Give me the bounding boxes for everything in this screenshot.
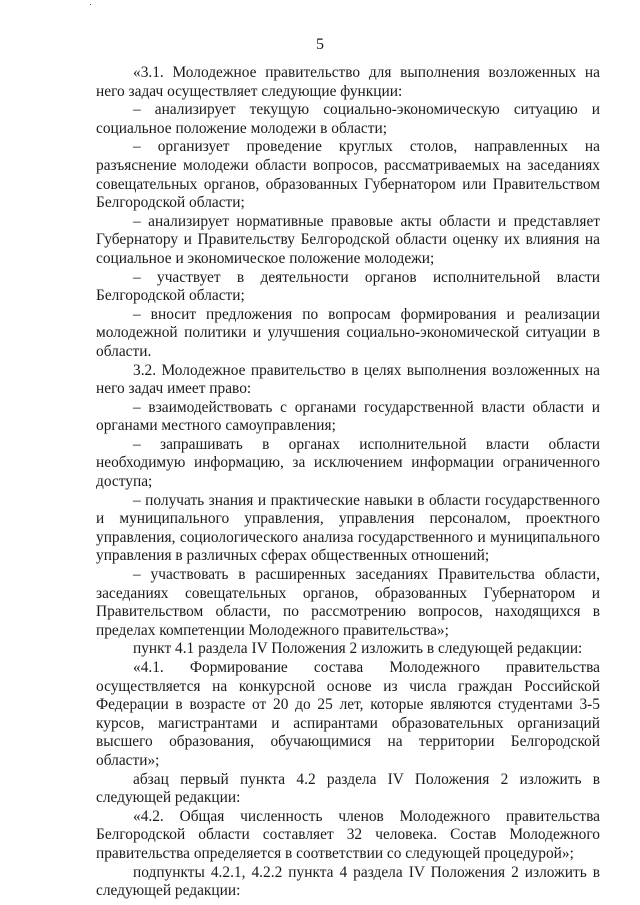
- paragraph: «4.1. Формирование состава Молодежного правительства осуществляется на конкурсной основе из числа граждан Российской Федерации в возрасте от 20 до 25 лет, которые являются студентами 3-5 курсов, магистрантами и аспирантами образовательных организаций высшего образования, обучающимися на территории Белгородской области»;: [96, 659, 600, 769]
- paragraph: 3.2. Молодежное правительство в целях выполнения возложенных на него задач имеет право:: [96, 361, 600, 398]
- paragraph: – вносит предложения по вопросам формирования и реализации молодежной политики и улучшения социально-экономической ситуации в области.: [96, 305, 600, 360]
- paragraph: подпункты 4.2.1, 4.2.2 пункта 4 раздела IV Положения 2 изложить в следующей редакции:: [96, 863, 600, 900]
- paragraph: – взаимодействовать с органами государственной власти области и органами местного самоуправления;: [96, 398, 600, 435]
- paragraph: – анализирует текущую социально-экономическую ситуацию и социальное положение молодежи в области;: [96, 101, 600, 137]
- paragraph: пункт 4.1 раздела IV Положения 2 изложить в следующей редакции:: [133, 640, 583, 658]
- scan-speck: [90, 4, 91, 5]
- paragraph: – анализирует нормативные правовые акты области и представляет Губернатору и Правительству Белгородской области оценку их влияния на социальное и экономическое положение молодежи;: [96, 212, 600, 267]
- paragraph: – участвовать в расширенных заседаниях Правительства области, заседаниях совещательных органов, образованных Губернатором и Правительством области, по рассмотрению вопросов, находящихся в пределах компетенции Молодежного правительства»;: [96, 566, 600, 639]
- page-number: 5: [316, 36, 324, 53]
- paragraph: «4.2. Общая численность членов Молодежного правительства Белгородской области составляет 32 человека. Состав Молодежного правительства определяется в соответствии со следующей процедурой»;: [96, 807, 600, 862]
- paragraph: абзац первый пункта 4.2 раздела IV Положения 2 изложить в следующей редакции:: [96, 770, 600, 807]
- paragraph: «3.1. Молодежное правительство для выполнения возложенных на него задач осуществляет следующие функции:: [96, 64, 600, 100]
- paragraph: – участвует в деятельности органов исполнительной власти Белгородской области;: [96, 268, 600, 305]
- paragraph: – получать знания и практические навыки в области государственного и муниципального управления, управления персоналом, проектного управления, социологического анализа государственного и муниципального управления в различных сферах общественных отношений;: [96, 491, 600, 565]
- document-body: [96, 64, 600, 901]
- paragraph: – запрашивать в органах исполнительной власти области необходимую информацию, за исключением информации ограниченного доступа;: [96, 435, 600, 491]
- paragraph: – организует проведение круглых столов, направленных на разъяснение молодежи области вопросов, рассматриваемых на заседаниях совещательных органов, образованных Губернатором или Правительством Белгородской области;: [96, 138, 600, 212]
